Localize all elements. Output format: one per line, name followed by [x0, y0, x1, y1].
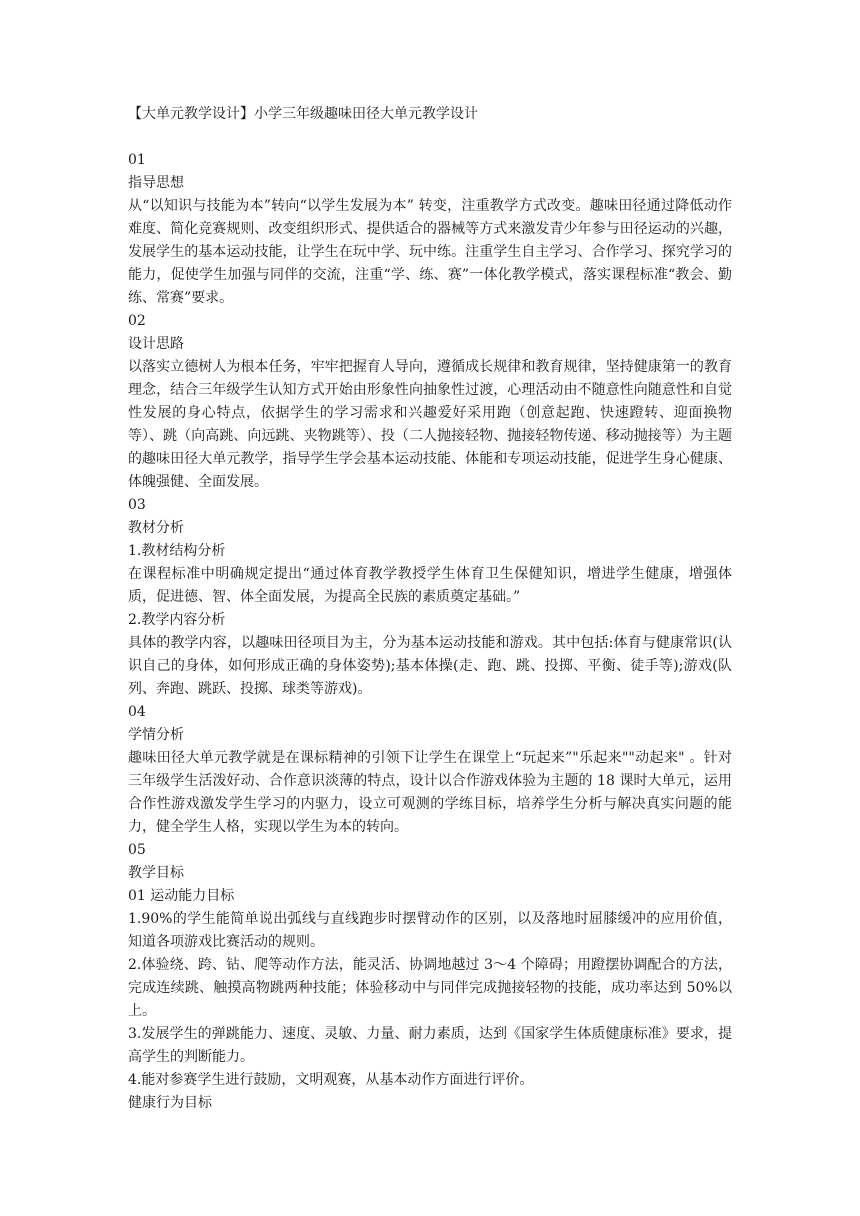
design-idea-paragraph: 以落实立德树人为根本任务，牢牢把握育人导向，遵循成长规律和教育规律，坚持健康第一的教育理念，结合三年级学生认知方式开始由形象性向抽象性过渡，心理活动由不随意性向随意性和自觉性发展的身心特点，依据学生的学习需求和兴趣爱好采用跑（创意起跑、快速蹬转、迎面换物等）、跳（向高跳、向远跳、夹物跳等）、投（二人抛接轻物、抛接轻物传递、移动抛接等）为主题的趣味田径大单元教学，指导学生学会基本运动技能、体能和专项运动技能，促进学生身心健康、体魄强健、全面发展。 [128, 359, 732, 490]
goal-item-4: 4.能对参赛学生进行鼓励，文明观赛，从基本动作方面进行评价。 [128, 1072, 534, 1088]
section-number-3: 03 [128, 497, 146, 513]
subheading-teaching-content: 2.教学内容分析 [128, 612, 226, 628]
document-body [128, 103, 732, 1115]
subheading-motor-ability-goals: 01 运动能力目标 [128, 888, 235, 904]
subheading-health-behavior-goals: 健康行为目标 [128, 1095, 212, 1111]
teaching-content-paragraph: 具体的教学内容，以趣味田径项目为主，分为基本运动技能和游戏。其中包括:体育与健康常识(认识自己的身体，如何形成正确的身体姿势);基本体操(走、跑、跳、投掷、平衡、徒手等);游戏(队列、奔跑、跳跃、投掷、球类等游戏)。 [128, 635, 732, 697]
goal-item-3: 3.发展学生的弹跳能力、速度、灵敏、力量、耐力素质，达到《国家学生体质健康标准》要求，提高学生的判断能力。 [128, 1026, 732, 1065]
section-heading-teaching-goals: 教学目标 [128, 865, 184, 881]
section-heading-student-analysis: 学情分析 [128, 727, 184, 743]
section-number-2: 02 [128, 313, 146, 329]
guiding-thought-paragraph: 从“以知识与技能为本”转向“以学生发展为本” 转变，注重教学方式改变。趣味田径通过降低动作难度、简化竞赛规则、改变组织形式、提供适合的器械等方式来激发青少年参与田径运动的兴趣，发展学生的基本运动技能，让学生在玩中学、玩中练。注重学生自主学习、合作学习、探究学习的能力，促使学生加强与同伴的交流，注重“学、练、赛”一体化教学模式，落实课程标准“教会、勤练、常赛”要求。 [128, 198, 732, 306]
student-analysis-paragraph: 趣味田径大单元教学就是在课标精神的引领下让学生在课堂上“玩起来”"乐起来""动起来" 。针对三年级学生活泼好动、合作意识淡薄的特点，设计以合作游戏体验为主题的 18 课时大单元，运用合作性游戏激发学生学习的内驱力，设立可观测的学练目标，培养学生分析与解决真实问题的能力，健全学生人格，实现以学生为本的转向。 [128, 750, 732, 835]
goal-item-2: 2.体验绕、跨、钻、爬等动作方法，能灵活、协调地越过 3～4 个障碍；用蹬摆协调配合的方法，完成连续跳、触摸高物跳两种技能；体验移动中与同伴完成抛接轻物的技能，成功率达到 50%以上。 [128, 957, 732, 1019]
subheading-material-structure: 1.教材结构分析 [128, 543, 226, 559]
section-number-4: 04 [128, 704, 146, 720]
material-structure-paragraph: 在课程标准中明确规定提出“通过体育教学教授学生体育卫生保健知识，增进学生健康，增强体质，促进德、智、体全面发展，为提高全民族的素质奠定基础。” [128, 566, 732, 605]
section-number-1: 01 [128, 152, 146, 168]
section-heading-design-idea: 设计思路 [128, 336, 184, 352]
section-heading-material-analysis: 教材分析 [128, 520, 184, 536]
goal-item-1: 1.90%的学生能简单说出弧线与直线跑步时摆臂动作的区别，以及落地时屈膝缓冲的应用价值，知道各项游戏比赛活动的规则。 [128, 911, 732, 950]
blank-line [128, 126, 732, 149]
section-number-5: 05 [128, 842, 146, 858]
section-heading-guiding-thought: 指导思想 [128, 175, 184, 191]
document-title: 【大单元教学设计】小学三年级趣味田径大单元教学设计 [128, 106, 478, 122]
